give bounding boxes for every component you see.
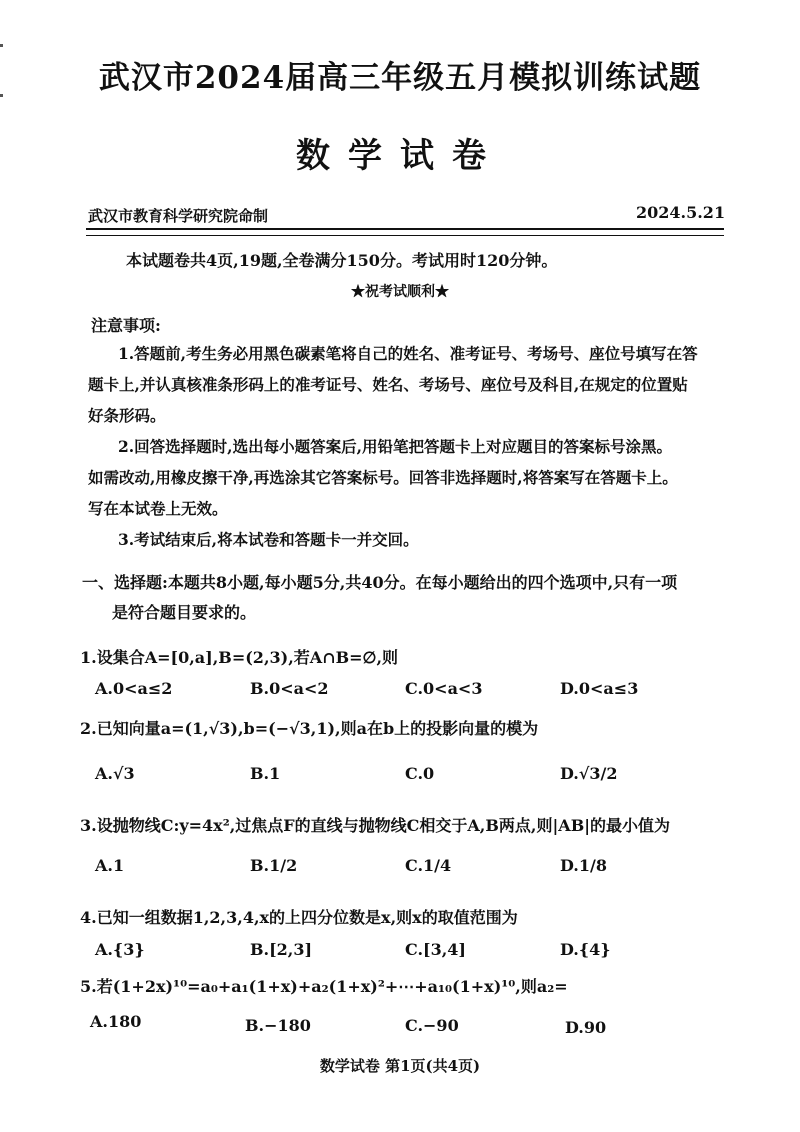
option-c: C.0<a<3 xyxy=(405,679,483,698)
scan-edge-mark xyxy=(0,44,3,47)
notice-line: 1.答题前,考生务必用黑色碳素笔将自己的姓名、准考证号、考场号、座位号填写在答 xyxy=(118,344,698,363)
section-heading-cont: 是符合题目要求的。 xyxy=(112,603,257,622)
question-stem: 4.已知一组数据1,2,3,4,x的上四分位数是x,则x的取值范围为 xyxy=(80,908,518,927)
option-a: A.{3} xyxy=(95,940,145,959)
option-b: B.[2,3] xyxy=(250,940,313,959)
issuer: 武汉市教育科学研究院命制 xyxy=(88,207,269,225)
option-d: D.√3/2 xyxy=(560,764,618,783)
question-stem: 3.设抛物线C:y=4x²,过焦点F的直线与抛物线C相交于A,B两点,则|AB|的最小值为 xyxy=(80,816,671,835)
option-c: C.1/4 xyxy=(405,856,452,875)
header-rule-thick xyxy=(86,228,724,230)
notice-line: 如需改动,用橡皮擦干净,再选涂其它答案标号。回答非选择题时,将答案写在答题卡上。 xyxy=(88,468,678,487)
notice-line: 好条形码。 xyxy=(88,406,166,425)
option-b: B.0<a<2 xyxy=(250,679,329,698)
option-d: D.1/8 xyxy=(560,856,607,875)
notice-line: 2.回答选择题时,选出每小题答案后,用铅笔把答题卡上对应题目的答案标号涂黑。 xyxy=(118,437,672,456)
question-stem: 2.已知向量a=(1,√3),b=(−√3,1),则a在b上的投影向量的模为 xyxy=(80,719,539,738)
option-a: A.√3 xyxy=(95,764,135,783)
option-c: C.−90 xyxy=(405,1016,459,1035)
notice-line: 题卡上,并认真核准条形码上的准考证号、姓名、考场号、座位号及科目,在规定的位置贴 xyxy=(88,375,688,394)
exam-intro: 本试题卷共4页,19题,全卷满分150分。考试用时120分钟。 xyxy=(126,251,558,270)
option-b: B.−180 xyxy=(245,1016,311,1035)
page-footer: 数学试卷 第1页(共4页) xyxy=(319,1057,481,1075)
notice-line: 3.考试结束后,将本试卷和答题卡一并交回。 xyxy=(118,530,419,549)
option-a: A.1 xyxy=(95,856,125,875)
section-heading: 一、选择题:本题共8小题,每小题5分,共40分。在每小题给出的四个选项中,只有一项 xyxy=(82,573,678,592)
good-luck-line: ★祝考试顺利★ xyxy=(351,284,449,300)
option-d: D.90 xyxy=(565,1018,607,1037)
option-c: C.0 xyxy=(405,764,435,783)
option-c: C.[3,4] xyxy=(405,940,466,959)
option-d: D.0<a≤3 xyxy=(560,679,639,698)
notice-heading: 注意事项: xyxy=(91,316,161,335)
question-stem: 5.若(1+2x)¹⁰=a₀+a₁(1+x)+a₂(1+x)²+⋯+a₁₀(1+x)¹⁰,则a₂= xyxy=(80,977,568,996)
option-d: D.{4} xyxy=(560,940,611,959)
exam-date: 2024.5.21 xyxy=(636,203,726,222)
header-rule-thin xyxy=(86,235,724,236)
option-a: A.180 xyxy=(90,1012,142,1031)
notice-line: 写在本试卷上无效。 xyxy=(88,499,228,518)
option-a: A.0<a≤2 xyxy=(95,679,173,698)
exam-title: 武汉市2024届高三年级五月模拟训练试题 xyxy=(98,60,702,96)
option-b: B.1/2 xyxy=(250,856,298,875)
exam-subject: 数学试卷 xyxy=(296,136,504,176)
question-stem: 1.设集合A=[0,a],B=(2,3),若A∩B=∅,则 xyxy=(80,648,399,667)
option-b: B.1 xyxy=(250,764,281,783)
